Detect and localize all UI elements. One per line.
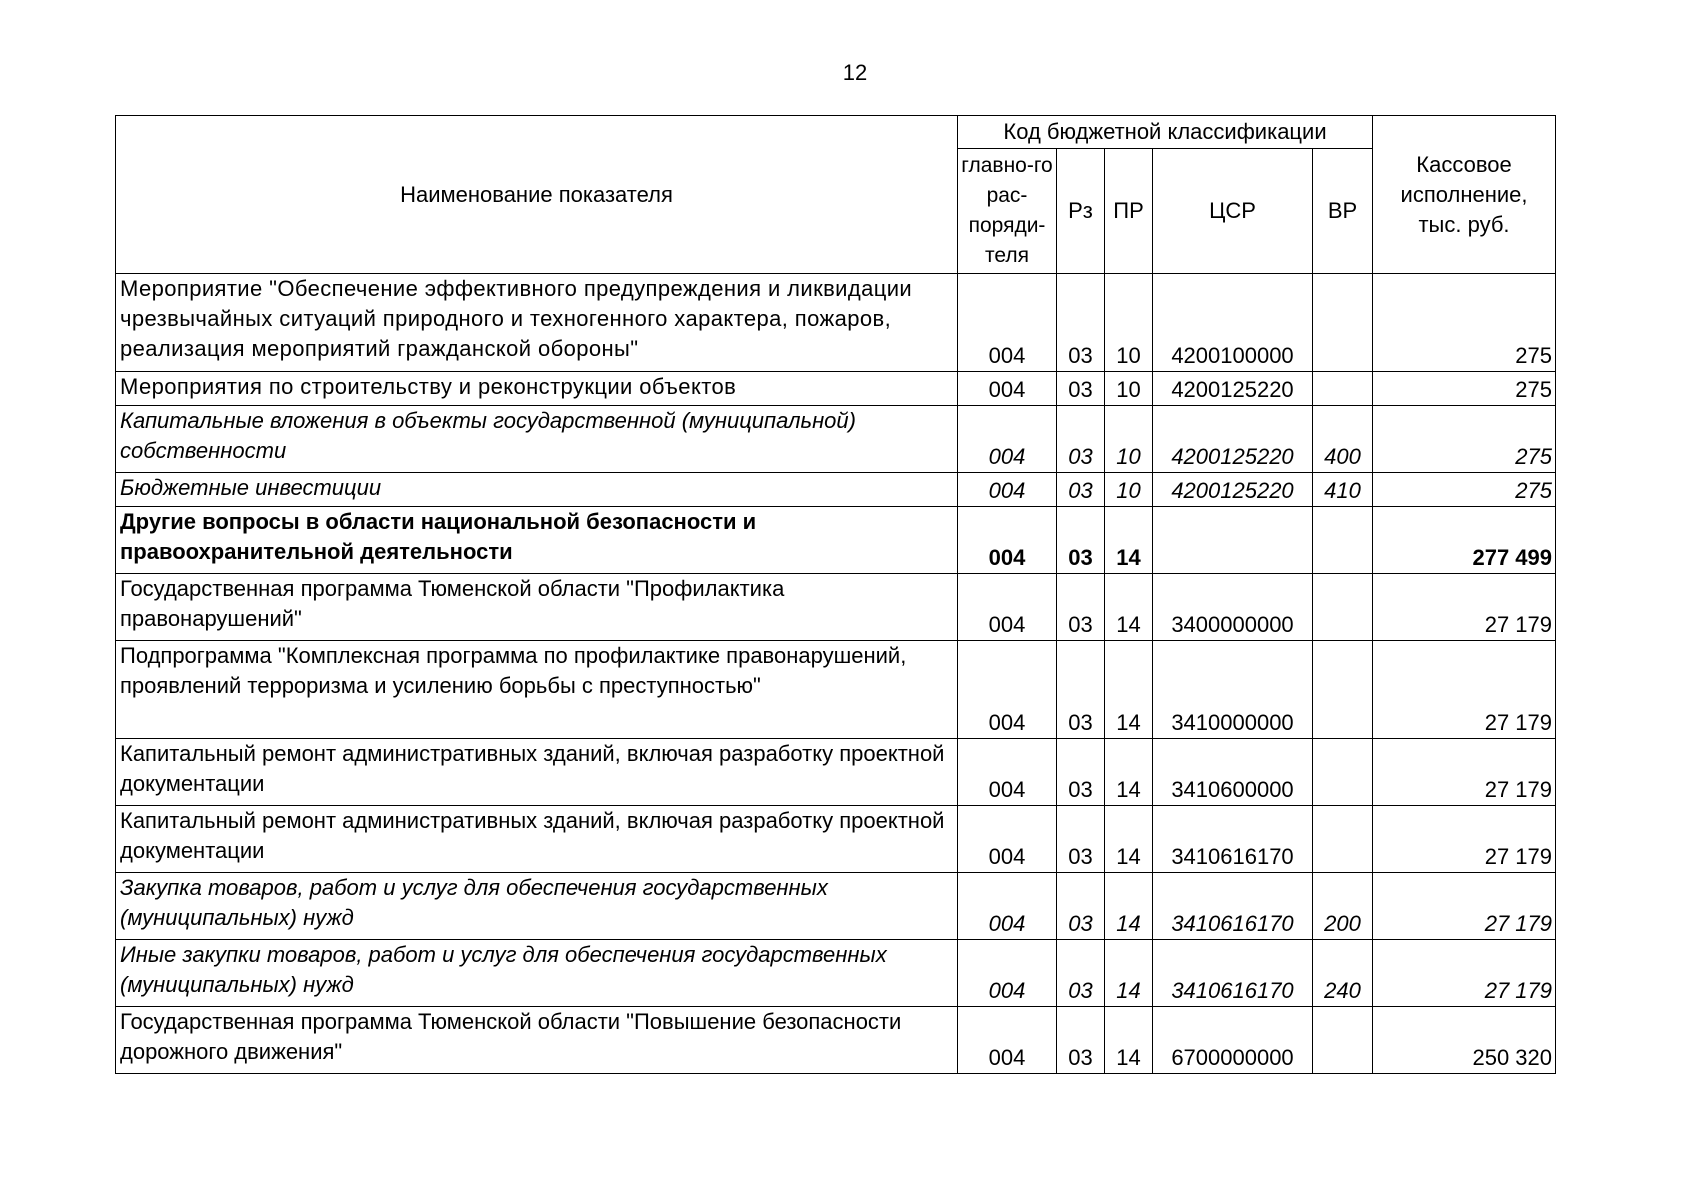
row-vr: 200 bbox=[1313, 873, 1373, 940]
row-amount: 27 179 bbox=[1373, 574, 1556, 641]
row-rz: 03 bbox=[1057, 641, 1105, 739]
row-name: Мероприятия по строительству и реконструкции объектов bbox=[116, 372, 958, 406]
row-csr: 4200125220 bbox=[1153, 473, 1313, 507]
row-amount: 275 bbox=[1373, 473, 1556, 507]
row-rz: 03 bbox=[1057, 473, 1105, 507]
row-rz: 03 bbox=[1057, 940, 1105, 1007]
row-vr: 400 bbox=[1313, 406, 1373, 473]
row-glav: 004 bbox=[958, 406, 1057, 473]
table-row bbox=[116, 473, 1556, 507]
table-row bbox=[116, 372, 1556, 406]
row-csr: 3410616170 bbox=[1153, 873, 1313, 940]
header-vr-column: ВР bbox=[1313, 149, 1373, 274]
table-row bbox=[116, 641, 1556, 739]
row-csr: 6700000000 bbox=[1153, 1007, 1313, 1074]
row-vr bbox=[1313, 739, 1373, 806]
row-vr bbox=[1313, 641, 1373, 739]
row-csr: 4200125220 bbox=[1153, 372, 1313, 406]
row-pr: 14 bbox=[1105, 641, 1153, 739]
row-csr: 3410600000 bbox=[1153, 739, 1313, 806]
row-rz: 03 bbox=[1057, 372, 1105, 406]
header-rz-column: Рз bbox=[1057, 149, 1105, 274]
row-glav: 004 bbox=[958, 940, 1057, 1007]
row-vr bbox=[1313, 574, 1373, 641]
row-glav: 004 bbox=[958, 806, 1057, 873]
row-vr bbox=[1313, 507, 1373, 574]
page-number: 12 bbox=[842, 60, 868, 85]
header-amount-column: Кассовое исполнение, тыс. руб. bbox=[1373, 116, 1556, 274]
row-pr: 14 bbox=[1105, 873, 1153, 940]
row-glav: 004 bbox=[958, 873, 1057, 940]
row-glav: 004 bbox=[958, 739, 1057, 806]
table-row bbox=[116, 1007, 1556, 1074]
row-pr: 14 bbox=[1105, 940, 1153, 1007]
row-glav: 004 bbox=[958, 274, 1057, 372]
budget-table bbox=[115, 115, 1556, 1074]
row-rz: 03 bbox=[1057, 406, 1105, 473]
row-amount: 27 179 bbox=[1373, 940, 1556, 1007]
table-row bbox=[116, 274, 1556, 372]
table-body bbox=[116, 274, 1556, 1074]
row-name: Подпрограмма "Комплексная программа по профилактике правонарушений, проявлений терроризма и усилению борьбы с преступностью" bbox=[116, 641, 958, 739]
table-row bbox=[116, 873, 1556, 940]
table-row bbox=[116, 406, 1556, 473]
row-name: Другие вопросы в области национальной безопасности и правоохранительной деятельности bbox=[116, 507, 958, 574]
row-pr: 14 bbox=[1105, 507, 1153, 574]
row-glav: 004 bbox=[958, 473, 1057, 507]
row-amount: 275 bbox=[1373, 372, 1556, 406]
row-rz: 03 bbox=[1057, 507, 1105, 574]
row-pr: 14 bbox=[1105, 806, 1153, 873]
table-row bbox=[116, 507, 1556, 574]
row-name: Иные закупки товаров, работ и услуг для обеспечения государственных (муниципальных) нужд bbox=[116, 940, 958, 1007]
row-amount: 250 320 bbox=[1373, 1007, 1556, 1074]
header-csr-column: ЦСР bbox=[1153, 149, 1313, 274]
header-glavnogo-column: главно-го рас-поряди-теля bbox=[958, 149, 1057, 274]
row-pr: 14 bbox=[1105, 574, 1153, 641]
row-rz: 03 bbox=[1057, 873, 1105, 940]
table-row bbox=[116, 574, 1556, 641]
row-name: Капитальный ремонт административных зданий, включая разработку проектной документации bbox=[116, 739, 958, 806]
row-name: Капитальные вложения в объекты государственной (муниципальной) собственности bbox=[116, 406, 958, 473]
row-pr: 10 bbox=[1105, 473, 1153, 507]
row-rz: 03 bbox=[1057, 806, 1105, 873]
row-vr bbox=[1313, 274, 1373, 372]
row-glav: 004 bbox=[958, 574, 1057, 641]
row-rz: 03 bbox=[1057, 1007, 1105, 1074]
row-amount: 275 bbox=[1373, 406, 1556, 473]
row-amount: 27 179 bbox=[1373, 873, 1556, 940]
row-vr: 410 bbox=[1313, 473, 1373, 507]
row-pr: 14 bbox=[1105, 739, 1153, 806]
row-pr: 14 bbox=[1105, 1007, 1153, 1074]
row-name: Государственная программа Тюменской области "Повышение безопасности дорожного движения" bbox=[116, 1007, 958, 1074]
row-vr bbox=[1313, 1007, 1373, 1074]
row-csr: 3410616170 bbox=[1153, 940, 1313, 1007]
row-glav: 004 bbox=[958, 641, 1057, 739]
row-amount: 27 179 bbox=[1373, 739, 1556, 806]
row-name: Государственная программа Тюменской области "Профилактика правонарушений" bbox=[116, 574, 958, 641]
row-glav: 004 bbox=[958, 1007, 1057, 1074]
row-glav: 004 bbox=[958, 372, 1057, 406]
row-csr bbox=[1153, 507, 1313, 574]
row-name: Закупка товаров, работ и услуг для обеспечения государственных (муниципальных) нужд bbox=[116, 873, 958, 940]
row-csr: 3410000000 bbox=[1153, 641, 1313, 739]
row-amount: 275 bbox=[1373, 274, 1556, 372]
row-rz: 03 bbox=[1057, 739, 1105, 806]
header-pr-column: ПР bbox=[1105, 149, 1153, 274]
row-pr: 10 bbox=[1105, 274, 1153, 372]
table-row bbox=[116, 940, 1556, 1007]
row-name: Капитальный ремонт административных зданий, включая разработку проектной документации bbox=[116, 806, 958, 873]
row-vr bbox=[1313, 806, 1373, 873]
row-amount: 27 179 bbox=[1373, 806, 1556, 873]
row-name: Бюджетные инвестиции bbox=[116, 473, 958, 507]
row-rz: 03 bbox=[1057, 574, 1105, 641]
header-code-group: Код бюджетной классификации bbox=[958, 116, 1373, 149]
row-name: Мероприятие "Обеспечение эффективного предупреждения и ликвидации чрезвычайных ситуаций природного и техногенного характера, пожаров, реализация мероприятий гражданской обороны" bbox=[116, 274, 958, 372]
table-row bbox=[116, 806, 1556, 873]
row-pr: 10 bbox=[1105, 406, 1153, 473]
row-csr: 3400000000 bbox=[1153, 574, 1313, 641]
header-name-column: Наименование показателя bbox=[116, 116, 958, 274]
row-csr: 4200100000 bbox=[1153, 274, 1313, 372]
row-rz: 03 bbox=[1057, 274, 1105, 372]
table-row bbox=[116, 739, 1556, 806]
row-amount: 27 179 bbox=[1373, 641, 1556, 739]
row-amount: 277 499 bbox=[1373, 507, 1556, 574]
row-csr: 3410616170 bbox=[1153, 806, 1313, 873]
row-glav: 004 bbox=[958, 507, 1057, 574]
row-vr: 240 bbox=[1313, 940, 1373, 1007]
row-csr: 4200125220 bbox=[1153, 406, 1313, 473]
row-vr bbox=[1313, 372, 1373, 406]
row-pr: 10 bbox=[1105, 372, 1153, 406]
table-header bbox=[116, 116, 1556, 274]
